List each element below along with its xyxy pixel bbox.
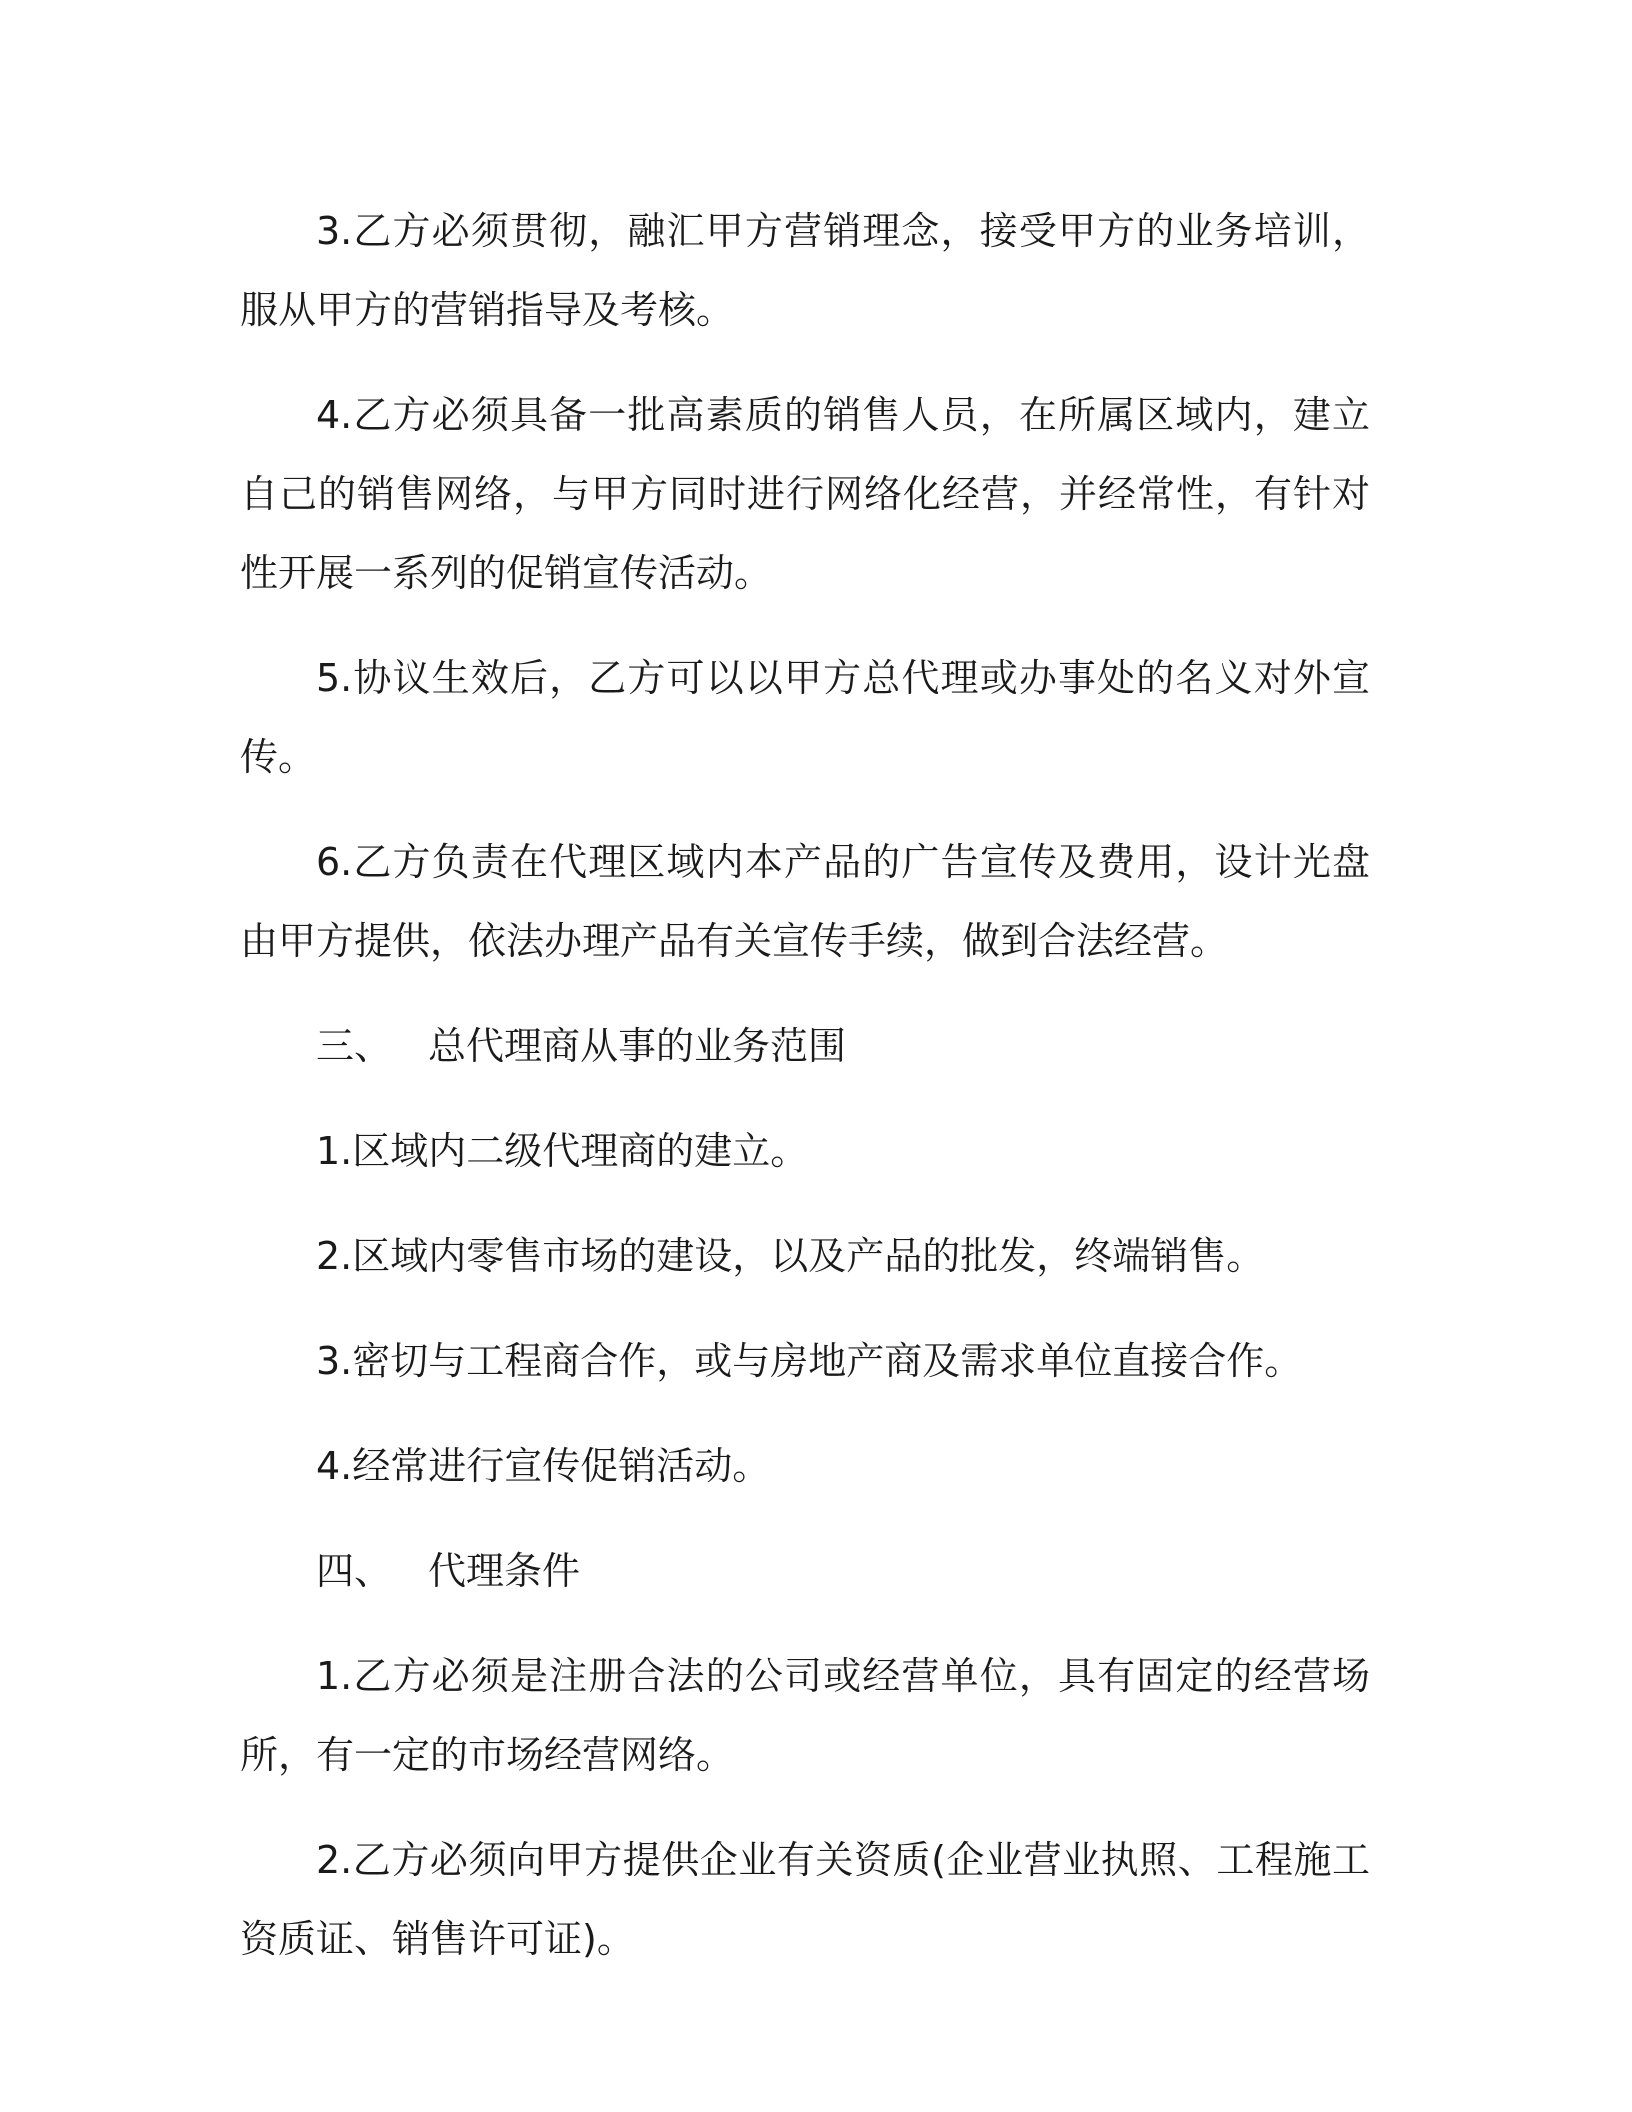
list-item: 1.乙方必须是注册合法的公司或经营单位，具有固定的经营场所，有一定的市场经营网络。 xyxy=(240,1654,1370,1777)
section-title: 总代理商从事的业务范围 xyxy=(428,1024,847,1068)
clause-paragraph: 6.乙方负责在代理区域内本产品的广告宣传及费用，设计光盘由甲方提供，依法办理产品有关宣传手续，做到合法经营。 xyxy=(240,840,1370,963)
list-item: 2.区域内零售市场的建设，以及产品的批发，终端销售。 xyxy=(316,1234,1265,1278)
clause-paragraph: 3.乙方必须贯彻，融汇甲方营销理念，接受甲方的业务培训，服从甲方的营销指导及考核。 xyxy=(240,209,1370,332)
list-item: 1.区域内二级代理商的建立。 xyxy=(316,1129,809,1173)
list-item: 3.密切与工程商合作，或与房地产商及需求单位直接合作。 xyxy=(316,1339,1303,1383)
list-item: 4.经常进行宣传促销活动。 xyxy=(316,1444,771,1488)
document-body xyxy=(240,192,1370,2005)
section-number: 三、 xyxy=(316,1024,393,1068)
section-number: 四、 xyxy=(316,1549,393,1593)
section-heading-3 xyxy=(240,1007,1370,1086)
clause-paragraph: 5.协议生效后，乙方可以以甲方总代理或办事处的名义对外宣传。 xyxy=(240,656,1370,779)
section-title: 代理条件 xyxy=(428,1549,581,1593)
section-heading-4 xyxy=(240,1532,1370,1611)
clause-paragraph: 4.乙方必须具备一批高素质的销售人员，在所属区域内，建立自己的销售网络，与甲方同时进行网络化经营，并经常性，有针对性开展一系列的促销宣传活动。 xyxy=(240,393,1370,595)
list-item: 2.乙方必须向甲方提供企业有关资质(企业营业执照、工程施工资质证、销售许可证)。 xyxy=(240,1838,1370,1961)
